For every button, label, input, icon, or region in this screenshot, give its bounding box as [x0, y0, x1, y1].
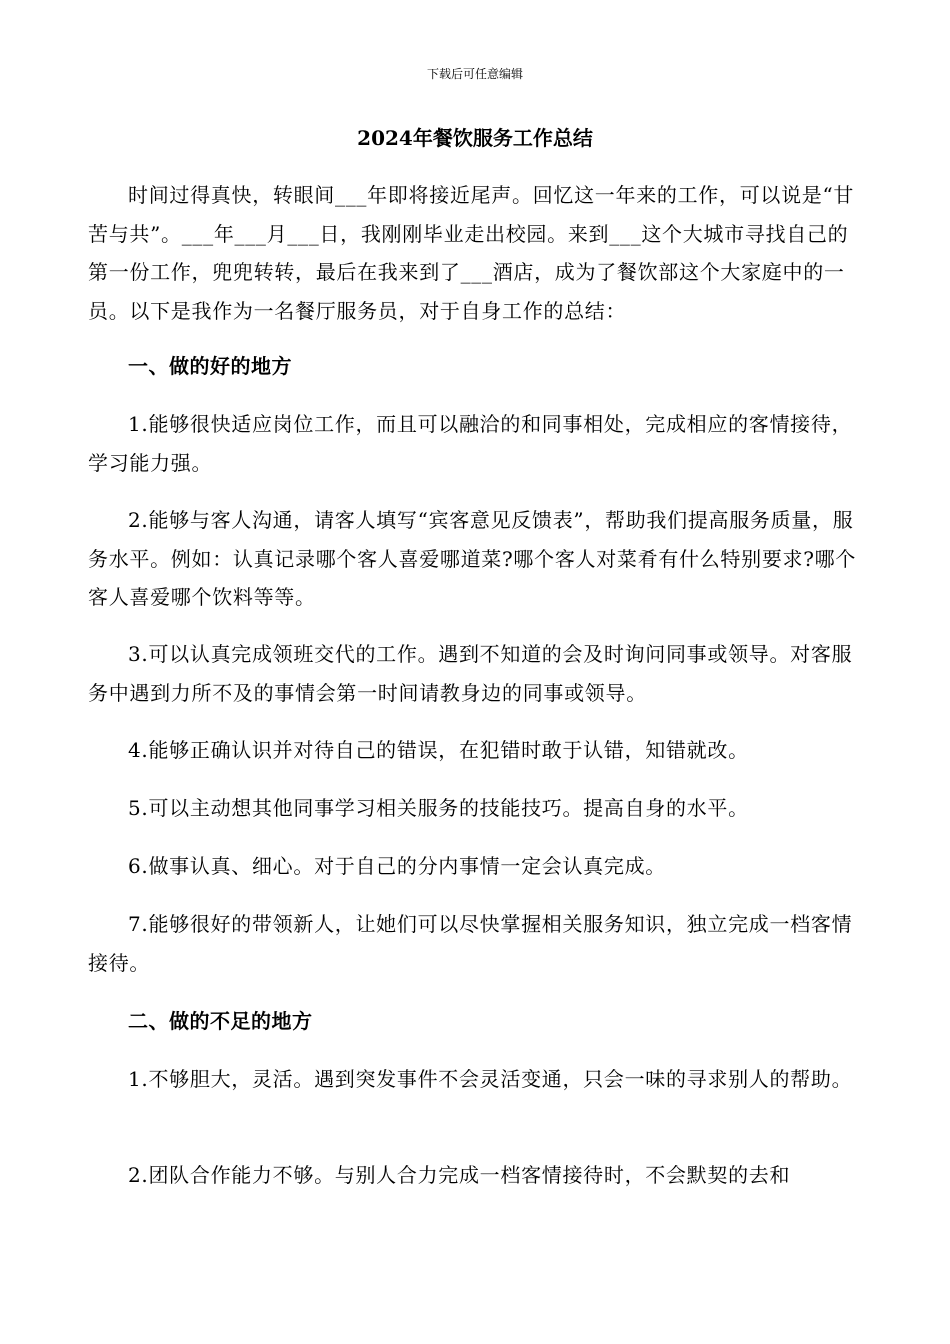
header-note: 下载后可任意编辑 — [426, 67, 523, 81]
strength-item-1: 1.能够很快适应岗位工作，而且可以融洽的和同事相处，完成相应的客情接待，学习能力强。 — [88, 412, 853, 475]
document-title: 2024年餐饮服务工作总结 — [357, 126, 593, 150]
section-heading-weaknesses: 二、做的不足的地方 — [128, 1009, 313, 1033]
strength-item-5: 5.可以主动想其他同事学习相关服务的技能技巧。提高自身的水平。 — [128, 796, 749, 820]
intro-paragraph: 时间过得真快，转眼间___年即将接近尾声。回忆这一年来的工作，可以说是“甘苦与共”。___年___月___日，我刚刚毕业走出校园。来到___这个大城市寻找自己的第一份工作，兜兜转转，最后在我来到了___酒店，成为了餐饮部这个大家庭中的一员。以下是我作为一名餐厅服务员，对于自身工作的总结： — [88, 183, 855, 323]
section-heading-strengths: 一、做的好的地方 — [128, 354, 292, 378]
weakness-item-2: 2.团队合作能力不够。与别人合力完成一档客情接待时，不会默契的去和 — [128, 1163, 791, 1187]
weakness-item-1: 1.不够胆大，灵活。遇到突发事件不会灵活变通，只会一味的寻求别人的帮助。 — [128, 1067, 853, 1091]
strength-item-6: 6.做事认真、细心。对于自己的分内事情一定会认真完成。 — [128, 854, 666, 878]
strength-item-3: 3.可以认真完成领班交代的工作。遇到不知道的会及时询问同事或领导。对客服务中遇到力所不及的事情会第一时间请教身边的同事或领导。 — [88, 642, 853, 705]
strength-item-2: 2.能够与客人沟通，请客人填写“宾客意见反馈表”，帮助我们提高服务质量，服务水平。例如：认真记录哪个客人喜爱哪道菜?哪个客人对菜肴有什么特别要求?哪个客人喜爱哪个饮料等等。 — [88, 508, 857, 609]
strength-item-7: 7.能够很好的带领新人，让她们可以尽快掌握相关服务知识，独立完成一档客情接待。 — [88, 912, 853, 975]
strength-item-4: 4.能够正确认识并对待自己的错误，在犯错时敢于认错，知错就改。 — [128, 738, 749, 762]
